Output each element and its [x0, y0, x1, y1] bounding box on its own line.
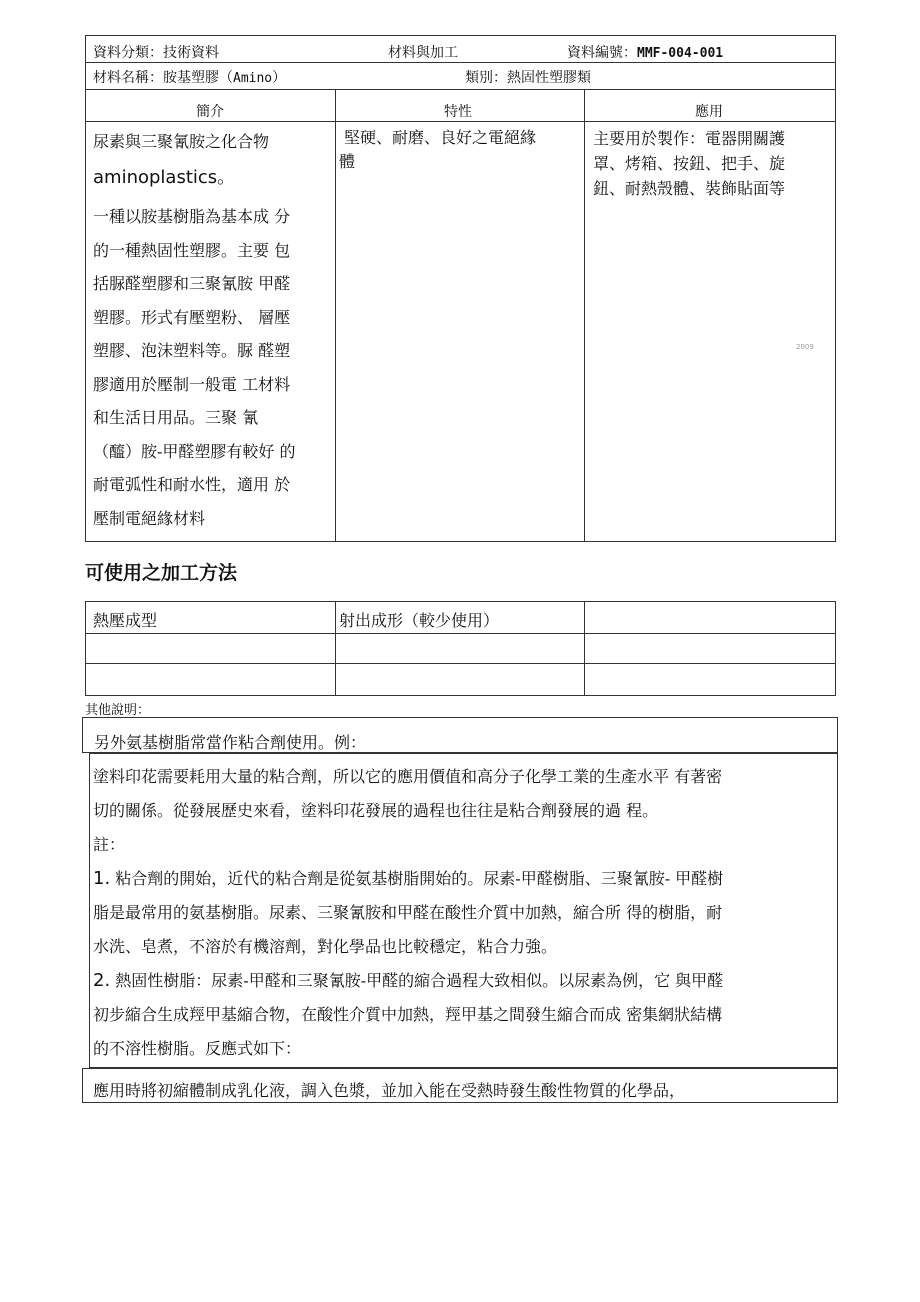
header-divider — [85, 62, 836, 63]
intro-cell — [93, 128, 333, 535]
process-col-divider — [335, 601, 336, 696]
intro-line: 的一種熱固性塑膠。主要 包 — [93, 240, 291, 260]
doc-number: MMF-004-001 — [637, 46, 724, 61]
doc-number-label: 資料編號： — [567, 45, 637, 61]
note-line: 初步縮合生成羥甲基縮合物，在酸性介質中加熱，羥甲基之間發生縮合而成 密集網狀結構 — [93, 1005, 723, 1024]
notes-line-1: 另外氨基樹脂常當作粘合劑使用。例： — [94, 733, 367, 752]
property-line: 堅硬、耐磨、良好之電絕緣 — [344, 128, 537, 147]
note-line: 熱固性樹脂：尿素-甲醛和三聚氰胺-甲醛的縮合過程大致相似。以尿素為例，它 與甲醛 — [115, 971, 724, 990]
notes-paragraph — [93, 760, 723, 1066]
intro-line-english: aminoplastics。 — [93, 167, 236, 188]
section-label: 材料與加工 — [388, 45, 458, 61]
intro-line: 括脲醛塑膠和三聚氰胺 甲醛 — [93, 274, 291, 293]
note-line: 切的關係。從發展歷史來看，塗料印花發展的過程也往往是粘合劑發展的過 程。 — [93, 801, 659, 820]
note-line: 水洗、皂煮，不溶於有機溶劑，對化學品也比較穩定，粘合力強。 — [93, 937, 558, 956]
material-name-field — [93, 67, 286, 87]
note-line: 註： — [93, 835, 126, 854]
intro-line: 尿素與三聚氰胺之化合物 — [93, 132, 270, 151]
intro-line: （醯）胺-甲醛塑膠有較好 的 — [93, 441, 296, 461]
header-bottom — [85, 89, 836, 90]
note-number: 1. — [93, 868, 111, 889]
process-cell: 射出成形（較少使用） — [339, 611, 500, 630]
application-line: 鈕、耐熱殼體、裝飾貼面等 — [593, 179, 786, 198]
note-line: 粘合劑的開始，近代的粘合劑是從氨基樹脂開始的。尿素-甲醛樹脂、三聚氰胺- 甲醛樹 — [115, 869, 724, 888]
intro-line: 和生活日用品。三聚 氰 — [93, 408, 259, 427]
col-divider-2 — [584, 89, 585, 542]
intro-line: 耐電弧性和耐水性，適用 於 — [93, 475, 291, 494]
intro-line: 壓制電絕緣材料 — [93, 508, 206, 528]
applications-cell — [593, 126, 785, 201]
col-header-intro: 簡介 — [196, 104, 224, 120]
note-number: 2. — [93, 970, 111, 991]
application-line: 罩、烤箱、按鈕、把手、旋 — [593, 154, 786, 173]
tiny-mark: 2009 — [796, 343, 814, 351]
col-divider-1 — [335, 89, 336, 542]
note-line: 脂是最常用的氨基樹脂。尿素、三聚氰胺和甲醛在酸性介質中加熱，縮合所 得的樹脂，耐 — [93, 903, 723, 922]
doc-number-field — [567, 42, 723, 62]
properties-cell — [339, 126, 536, 174]
notes-last-line: 應用時將初縮體制成乳化液，調入色漿，並加入能在受熱時發生酸性物質的化學品， — [93, 1081, 686, 1100]
material-en: Amino — [233, 71, 273, 86]
process-col-divider — [584, 601, 585, 696]
application-line: 主要用於製作：電器開關護 — [593, 129, 786, 148]
process-row-divider — [85, 633, 836, 634]
intro-line: 一種以胺基樹脂為基本成 分 — [93, 207, 291, 226]
process-section-title: 可使用之加工方法 — [85, 562, 238, 584]
process-cell: 熱壓成型 — [93, 611, 158, 630]
material-label: 材料名稱：胺基塑膠（ — [93, 70, 233, 86]
note-item-2 — [93, 964, 723, 998]
intro-line: 塑膠、泡沫塑料等。脲 醛塑 — [93, 341, 291, 360]
property-line: 體 — [339, 152, 356, 171]
note-line: 塗料印花需要耗用大量的粘合劑，所以它的應用價值和高分子化學工業的生產水平 有著密 — [93, 767, 723, 786]
process-row-divider — [85, 663, 836, 664]
note-item-1 — [93, 862, 723, 896]
category-label: 資料分類：技術資料 — [93, 45, 219, 61]
note-line: 的不溶性樹脂。反應式如下： — [93, 1039, 302, 1058]
notes-label: 其他說明： — [85, 703, 151, 718]
type-label: 類別：熱固性塑膠類 — [465, 70, 591, 86]
column-header-bottom — [85, 121, 836, 122]
col-header-applications: 應用 — [695, 104, 723, 120]
intro-line: 塑膠。形式有壓塑粉、 層壓 — [93, 307, 291, 327]
col-header-properties: 特性 — [444, 104, 472, 120]
intro-line: 膠適用於壓制一般電 工材料 — [93, 374, 291, 394]
material-close: ） — [272, 70, 287, 86]
